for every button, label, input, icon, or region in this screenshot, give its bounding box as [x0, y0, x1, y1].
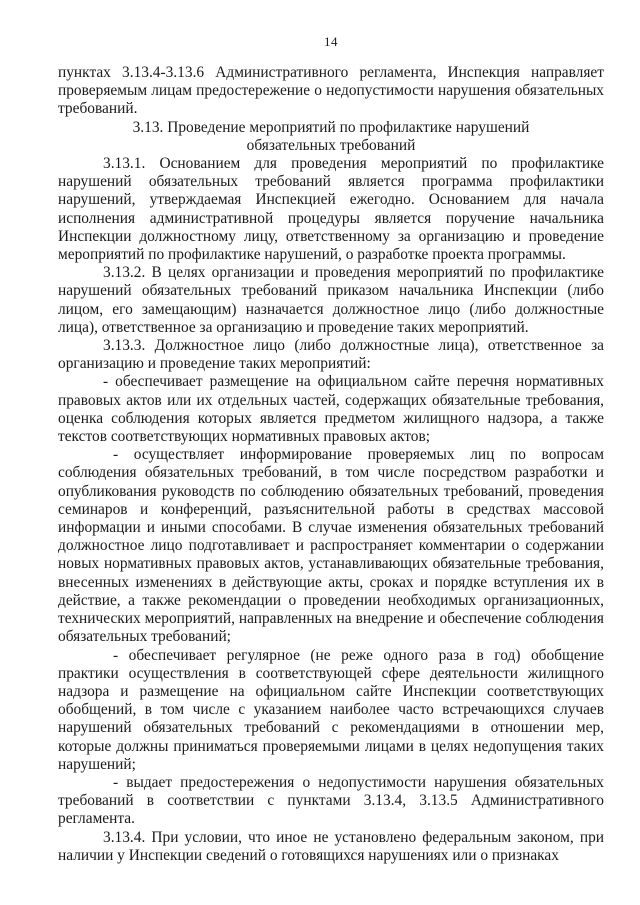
paragraph-3-13-2: 3.13.2. В целях организации и проведения мероприятий по профилактике нарушений обязательных требований приказом начальника Инспекции (либо лицом, его замещающим) назначается должностное лицо (либо должностные лица), ответственное за организацию и проведение таких мероприятий. [58, 264, 604, 336]
list-item: - обеспечивает регулярное (не реже одного раза в год) обобщение практики осуществления в соответствующей сфере деятельности жилищного надзора и размещение на официальном сайте Инспекции соответствующих обобщений, в том числе с указанием наиболее часто встречающихся случаев нарушений обязательных требований с рекомендациями в отношении мер, которые должны приниматься проверяемыми лицами в целях недопущения таких нарушений; [58, 646, 604, 773]
paragraph-3-13-4: 3.13.4. При условии, что иное не установлено федеральным законом, при наличии у Инспекции сведений о готовящихся нарушениях или о признаках [58, 828, 604, 864]
section-heading: 3.13. Проведение мероприятий по профилактике нарушений обязательных требований [132, 118, 530, 154]
paragraph-3-13-3: 3.13.3. Должностное лицо (либо должностные лица), ответственное за организацию и проведение таких мероприятий: [58, 337, 604, 373]
page-number: 14 [324, 34, 338, 49]
list-item: - осуществляет информирование проверяемых лиц по вопросам соблюдения обязательных требований, в том числе посредством разработки и опубликования руководств по соблюдению обязательных требований, проведения семинаров и конференций, разъяснительной работы в средствах массовой информации и иными способами. В случае изменения обязательных требований должностное лицо подготавливает и распространяет комментарии о содержании новых нормативных правовых актов, устанавливающих обязательные требования, внесенных изменениях в действующие акты, сроках и порядке вступления их в действие, а также рекомендации о проведении необходимых организационных, технических мероприятий, направленных на внедрение и обеспечение соблюдения обязательных требований; [58, 446, 604, 646]
list-item: - обеспечивает размещение на официальном сайте перечня нормативных правовых актов или их отдельных частей, содержащих обязательные требования, оценка соблюдения которых является предметом жилищного надзора, а также текстов соответствующих нормативных правовых актов; [58, 373, 604, 446]
list-item: - выдает предостережения о недопустимости нарушения обязательных требований в соответствии с пунктами 3.13.4, 3.13.5 Административного регламента. [58, 773, 604, 828]
document-page [58, 0, 604, 905]
paragraph-continuation: пунктах 3.13.4-3.13.6 Административного регламента, Инспекция направляет проверяемым лицам предостережение о недопустимости нарушения обязательных требований. [58, 64, 604, 118]
paragraph-3-13-1: 3.13.1. Основанием для проведения мероприятий по профилактике нарушений обязательных требований является программа профилактики нарушений, утверждаемая Инспекцией ежегодно. Основанием для начала исполнения административной процедуры является поручение начальника Инспекции должностному лицу, ответственному за организацию и проведение мероприятий по профилактике нарушений, о разработке проекта программы. [58, 155, 604, 264]
document-body [58, 64, 604, 865]
